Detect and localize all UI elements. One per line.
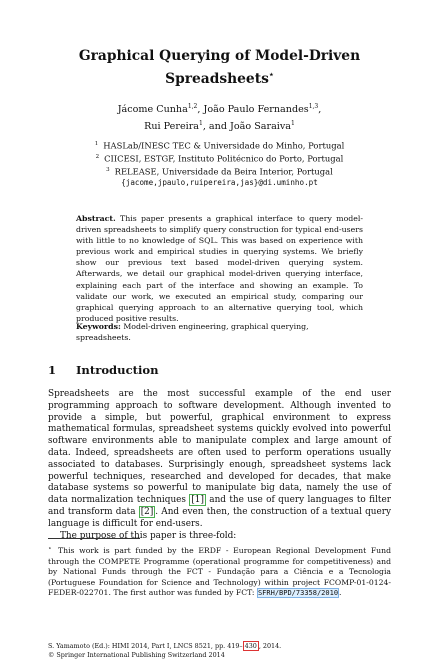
footnote-text: This work is part funded by the ERDF - European Regional Development Fund through the COMPETE Programme (operational programme for competitiveness) and by National Funds through the FCT - Fundação para a Ciência e a Tecnologia (Portuguese Foundation for Science and Technology) within project FCOMP-01-0124-FEDER-022701. The first author was funded by FCT: bbox=[48, 546, 391, 597]
section-title: Introduction bbox=[76, 363, 159, 377]
author-4-affil: 1 bbox=[291, 120, 295, 127]
author-separator: , bbox=[318, 104, 322, 115]
author-emails: {jacome,jpaulo,ruipereira,jas}@di.uminho.pt bbox=[121, 178, 318, 188]
footnote-marker: ⋆ bbox=[48, 545, 52, 552]
grant-link[interactable]: SFRH/BPD/73358/2010 bbox=[257, 589, 339, 597]
affiliation-1: $^1$ HASLab/INESC TEC & Universidade do Minho, Portugal bbox=[94, 140, 345, 151]
author-3: Rui Pereira bbox=[144, 121, 199, 132]
abstract-text: This paper presents a graphical interface to query model-driven spreadsheets to simplify query construction for typical end-users with little to no knowledge of SQL. This was based on experience with previous work and empirical studies in querying systems. We briefly show our previous text based model-driven querying system. Afterwards, we detail our graphical model-driven querying interface, explaining each part of the interface and showing an example. To validate our work, we executed an empirical study, comparing our graphical querying approach to an alternative querying tool, which produced positive results. bbox=[76, 214, 363, 323]
author-list bbox=[40, 100, 399, 134]
keywords bbox=[76, 321, 363, 343]
footer-copyright: © Springer International Publishing Switzerland 2014 bbox=[48, 650, 225, 659]
citation-link-1[interactable]: [1] bbox=[191, 495, 204, 506]
keywords-text: Model-driven engineering, graphical querying, spreadsheets. bbox=[76, 322, 309, 342]
footnote: ⋆ This work is part funded by the ERDF - European Regional Development Fund through the COMPETE Programme (operational programme for competitiveness) and by National Funds through the FCT - Fundação para a Ciência e a Tecnologia (Portuguese Foundation for Science and Technology) within project FCOMP-01-0124-FEDER-022701. The first author was funded by FCT: SFRH/BPD/73358/2010. bbox=[48, 545, 391, 597]
body-text bbox=[48, 389, 391, 542]
author-separator: , and bbox=[202, 121, 231, 132]
page-range-link[interactable]: 430 bbox=[244, 642, 257, 650]
author-1: Jácome Cunha bbox=[117, 104, 188, 115]
paragraph-1: Spreadsheets are the most successful example of the end user programming approach to software development. Although invented to provide a simple, but powerful, graphical environment to express mathematical formulas, spreadsheet systems quickly evolved into powerful software environments able to manipulate complex and large amount of data. Indeed, spreadsheets are often used to perform operations usually associated to databases. Surprisingly enough, spreadsheet systems lack powerful techniques, researched and developed for decades, that make database systems so powerful to manipulate big data, namely the use of data normalization techniques [1] and the use of query languages to filter and transform data [2] . And even then, the construction of a textual query language is difficult for end-users. bbox=[48, 389, 391, 529]
author-separator: , bbox=[197, 104, 204, 115]
title-footnote-marker[interactable]: ⋆ bbox=[268, 69, 274, 79]
title-line-1: Graphical Querying of Model-Driven bbox=[78, 48, 361, 64]
section-number: 1 bbox=[48, 363, 57, 377]
paragraph-2: The purpose of this paper is three-fold: bbox=[60, 530, 237, 541]
author-3-affil: 1 bbox=[199, 120, 203, 127]
section-heading bbox=[48, 363, 159, 377]
affiliation-list bbox=[40, 139, 399, 189]
author-2: João Paulo Fernandes bbox=[203, 104, 309, 115]
citation-link-2[interactable]: [2] bbox=[140, 506, 154, 517]
title-line-2: Spreadsheets bbox=[165, 71, 269, 87]
keywords-label: Keywords: bbox=[76, 322, 121, 331]
footer-citation: S. Yamamoto (Ed.): HIMI 2014, Part I, LNCS 8521, pp. 419– 430 , 2014. bbox=[48, 642, 282, 650]
abstract bbox=[76, 213, 363, 324]
paper-title bbox=[40, 47, 399, 88]
affiliation-3: $^3$ RELEASE, Universidade da Beira Interior, Portugal bbox=[106, 166, 333, 177]
author-4: João Saraiva bbox=[230, 121, 292, 132]
author-2-affil: 1,3 bbox=[308, 103, 319, 110]
footnote-divider bbox=[48, 538, 140, 539]
affiliation-2: $^2$ CIICESI, ESTGF, Instituto Politécnico do Porto, Portugal bbox=[95, 153, 344, 164]
author-1-affil: 1,2 bbox=[187, 103, 198, 110]
abstract-label: Abstract. bbox=[76, 214, 116, 223]
publication-footer bbox=[48, 642, 391, 660]
